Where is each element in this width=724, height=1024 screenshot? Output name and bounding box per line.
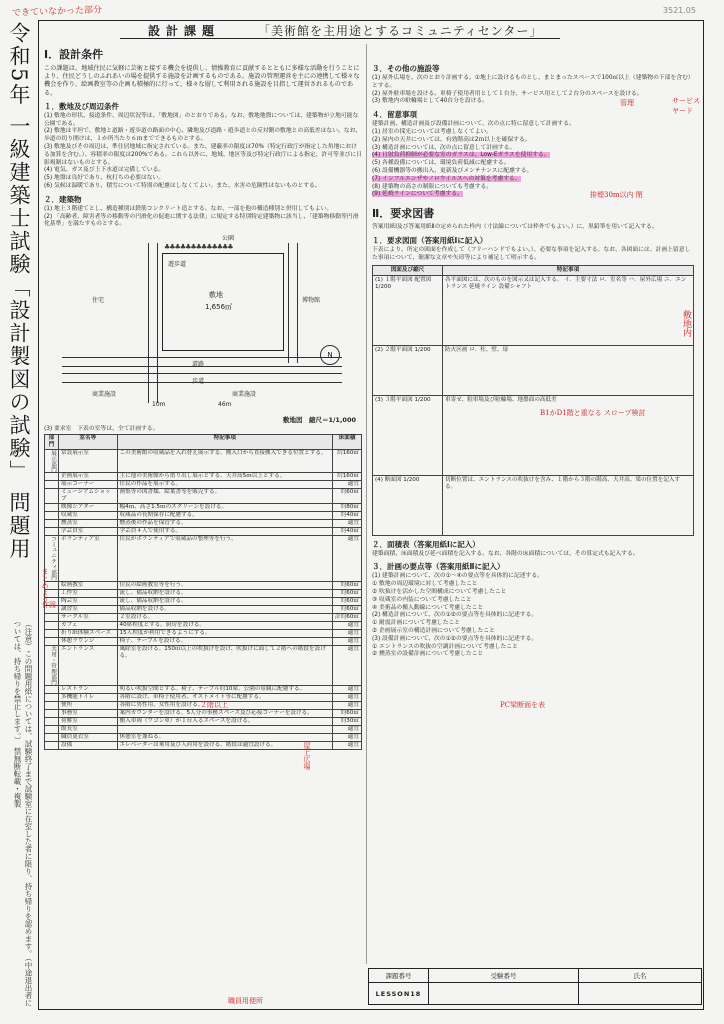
sub3-item: ② 燻蒸室の設備計画について考慮したこと xyxy=(372,651,484,658)
footer-col3: 氏名 xyxy=(579,969,702,983)
park-label: 公園 xyxy=(222,235,235,243)
req-row xyxy=(45,710,362,718)
req-note: 住民の絵画教室等を行う。 xyxy=(117,582,333,590)
handwritten-annotation: サービス ヤード xyxy=(672,97,700,115)
commercial-label-left: 商業施設 xyxy=(92,391,117,399)
req-note: 学芸員４人で使用する。 xyxy=(117,528,333,536)
req-note: 住民の作品を展示する。 xyxy=(117,481,333,489)
req-room-name: レストラン xyxy=(59,686,118,694)
sub1-item: (5) 地盤は良好であり、杭打ちの必要はない。 xyxy=(44,175,165,182)
req-row xyxy=(45,646,362,686)
req-dept xyxy=(45,742,59,750)
req-note: 明るい吹抜空間とする。椅子、テーブル約10席。公園の景観に配慮する。 xyxy=(117,686,333,694)
section2-sub2: ２．面積表（答案用紙Ⅰに記入） xyxy=(372,539,480,549)
req-room-name: ボランティア室 xyxy=(59,536,118,582)
name-field[interactable] xyxy=(579,983,702,1005)
req-dept xyxy=(45,694,59,702)
req-dept: 展示部門 xyxy=(45,449,59,472)
sub3-item: ② 吹抜けを活かした空間構成について考慮したこと xyxy=(372,588,507,595)
sub3-item: ③ 収蔵室の内装について考慮したこと xyxy=(372,596,472,603)
req-area: 約60㎡ xyxy=(333,590,362,598)
req-area: 計約60㎡ xyxy=(333,614,362,622)
req-row xyxy=(45,520,362,528)
req-area: 約160㎡ xyxy=(333,473,362,481)
section4-item: (6) 設備機器等の搬出入、更新及びメンテナンスに配慮する。 xyxy=(372,167,533,174)
req-dept: 共用・管理部門 xyxy=(45,646,59,686)
req-note: 案内カウンターを設ける。5人分の事務スペース及び応接コーナーを設ける。 xyxy=(117,710,333,718)
section2-intro: 答案用紙Ⅰ及び答案用紙Ⅱの定められた枠内（寸法線については枠外でもよい。）に、黒鉛筆を用いて記入する。 xyxy=(372,224,658,231)
sub2-item: (1) 地上３階建てとし、構造種別は鉄筋コンクリート造とする。なお、一部を他の構造種別と併用してもよい。 xyxy=(44,205,333,212)
req-note: 各階に設け、車椅子使用者、オストメイト等に配慮する。 xyxy=(117,694,333,702)
req-area: 適宜 xyxy=(333,726,362,734)
req-row xyxy=(45,598,362,606)
req-dept xyxy=(45,504,59,512)
req-room-name: カフェ xyxy=(59,622,118,630)
req-room-name: 展示コーナー xyxy=(59,481,118,489)
req-room-name: 陶芸室 xyxy=(59,598,118,606)
handwritten-annotation: まとめよう xyxy=(41,568,49,603)
handwritten-annotation: 敷地内 xyxy=(681,310,691,337)
req-row xyxy=(45,512,362,520)
sub3-item: (2) 構造計画について、次の①②の要点等を具体的に記述する。 xyxy=(372,612,538,619)
req-room-name: ミュージアムショップ xyxy=(59,489,118,504)
req-room-name: 事務室 xyxy=(59,710,118,718)
req-area: 適宜 xyxy=(333,694,362,702)
section1-sub1-heading: １．敷地及び周辺条件 xyxy=(44,101,119,111)
section4-item-text: (7) インフルエンザやノロウイルスへの対策を考慮する。 xyxy=(372,175,521,182)
req-room-name: 職員更衣室 xyxy=(59,734,118,742)
req-note: 画集等の図書類、絵葉書等を販売する。 xyxy=(117,489,333,504)
req-room-name: 荷解室 xyxy=(59,718,118,726)
req-dept xyxy=(45,512,59,520)
left-column xyxy=(44,44,362,750)
draw-note: 各平面図には、次のものを図示又は記入する。 イ．主要寸法 ロ．室名等 ハ．屋外広場 ニ．エントランス 延焼ライン 設備シャフト xyxy=(443,275,694,345)
section4-item: (1) 居室の採光については考慮しなくてよい。 xyxy=(372,128,493,135)
req-room-name: 館長室 xyxy=(59,726,118,734)
lesson-number: LESSON18 xyxy=(369,983,429,1005)
sub3-item: ① エントランスの吹抜の空調計画について考慮したこと xyxy=(372,643,518,650)
footer-col2: 受験番号 xyxy=(429,969,579,983)
req-row xyxy=(45,630,362,638)
section2-sub1: １．要求図面（答案用紙Ⅰに記入） xyxy=(372,235,488,245)
req-row xyxy=(45,528,362,536)
draw-name: (3) ３階平面図 1/200 xyxy=(373,395,443,475)
req-dept xyxy=(45,726,59,734)
section3-item: (1) 屋外広場を、次のとおり計画する。①地上に設けるものとし、まとまったスペースで100㎡以上（建築物の下部を含む）とする。 xyxy=(372,75,694,89)
req-row xyxy=(45,734,362,742)
req-note xyxy=(117,726,333,734)
draw-row xyxy=(373,275,694,345)
req-area: 約60㎡ xyxy=(333,598,362,606)
req-note: 収蔵品の長期保存に配慮する。 xyxy=(117,512,333,520)
section4-item-text: (4) 日射負荷抑制が必要な室のガラスは、Low-Eガラスを使用する。 xyxy=(372,152,550,159)
sub3-item: (1) 建築計画について、次の①〜④の要点等を具体的に記述する。 xyxy=(372,573,543,580)
section2-sub3: ３．計画の要点等（答案用紙Ⅱに記入） xyxy=(372,562,505,572)
req-row xyxy=(45,726,362,734)
req-dept xyxy=(45,481,59,489)
handwritten-annotation: 作図 xyxy=(42,601,56,609)
site-map xyxy=(52,233,352,413)
req-room-name: 収蔵室 xyxy=(59,512,118,520)
drawing-table xyxy=(372,265,694,536)
req-dept: コミュニティ部門 xyxy=(45,536,59,582)
req-row xyxy=(45,582,362,590)
req-area: 適宜 xyxy=(333,686,362,694)
section4-item-text: (9) 延焼ラインについて考慮する。 xyxy=(372,191,463,198)
req-note: 40席程度とする。厨房を設ける。 xyxy=(117,622,333,630)
req-dept xyxy=(45,489,59,504)
req-dept xyxy=(45,473,59,481)
req-dept xyxy=(45,520,59,528)
handwritten-annotation: ２階以上 xyxy=(200,701,228,709)
handwritten-annotation: 職員用便所 xyxy=(228,997,263,1005)
museum-label: 博物館 xyxy=(302,297,321,305)
req-note: 15人程度が利用できるようにする。 xyxy=(117,630,333,638)
site-area: 1,656㎡ xyxy=(205,303,233,312)
req-room-name: 折り紙体験スペース xyxy=(59,630,118,638)
req-room-name: 講習室 xyxy=(59,606,118,614)
req-area: 適宜 xyxy=(333,481,362,489)
req-row xyxy=(45,718,362,726)
sub3-item: ① 敷地の周辺環境に対して考慮したこと xyxy=(372,581,478,588)
sub1-item: (3) 敷地及びその周辺は、準住居地域に指定されている。また、建蔽率の限度は70%（特定行政庁が指定した角地における加算を含む。）、容積率の限度は200%である。これら以外に、地域、地区等及び特定行政庁による指定、許可等並びに日影規制はないものとする。 xyxy=(44,144,363,166)
exam-number-field[interactable] xyxy=(429,983,579,1005)
req-row xyxy=(45,489,362,504)
section2-sub1-text: 下表により、所定の図面を作成して（フリーハンドでもよい。）、必要な事項を記入する。なお、各図面には、計画上留意した事項について、簡潔な文章や矢印等により補足して明示する。 xyxy=(372,246,691,261)
header-rule xyxy=(120,38,560,39)
section3-item: (2) 屋外駐車場を設ける。車椅子使用者用として１台分、サービス用として２台分のスペースを設ける。 xyxy=(372,90,643,97)
req-row xyxy=(45,481,362,489)
dimension-10m: 10m xyxy=(152,401,166,409)
req-note: 住民がボランティアで収蔵品の整理等を行う。 xyxy=(117,536,333,582)
req-note: 椅子、テーブルを設ける。 xyxy=(117,638,333,646)
req-row xyxy=(45,614,362,622)
req-row xyxy=(45,473,362,481)
req-note: エレベーターは乗用及び人荷用を設ける。階段は適宜設ける。 xyxy=(117,742,333,750)
req-row xyxy=(45,622,362,630)
sub3-item: (3) 設備計画について、次の①②の要点等を具体的に記述する。 xyxy=(372,635,538,642)
req-area: 適宜 xyxy=(333,734,362,742)
section4-item xyxy=(372,191,694,199)
req-row xyxy=(45,638,362,646)
req-area: 適宜 xyxy=(333,630,362,638)
req-table-caption: (3) 要求室 下表の室等は、全て計画する。 xyxy=(44,426,159,433)
req-dept xyxy=(45,710,59,718)
section3-item: (3) 敷地内の駐輪場として40台分を設ける。 xyxy=(372,98,488,105)
req-room-name: 多機能トイレ xyxy=(59,694,118,702)
draw-name: (2) ２階平面図 1/200 xyxy=(373,345,443,395)
section1-intro: この課題は、地域住民に気軽に芸術と接する機会を提供し、情操教育に貢献するとともに多様な活動を行うことにより、住民どうしのふれあいの場を提供する施設を計画するものである。施設の管理運営を主にの連携して様々な機会を作り、絵画教室等の企画も積極的に行って、様々な層して利用される施設を目指して運営されるものである。 xyxy=(44,65,360,97)
req-dept xyxy=(45,528,59,536)
req-dept xyxy=(45,614,59,622)
req-row xyxy=(45,742,362,750)
draw-row xyxy=(373,475,694,535)
house-label: 住宅 xyxy=(92,297,105,305)
req-room-name: 工作室 xyxy=(59,590,118,598)
section2-sub2-text: 建築面積、床面積及び延べ面積を記入する。なお、各階の床面積については、その算定式も記入する。 xyxy=(372,550,639,557)
footer-col1: 課題番号 xyxy=(369,969,429,983)
handwritten-annotation: 屋上広場 xyxy=(303,742,311,770)
req-dept xyxy=(45,718,59,726)
draw-note: 防火区画 ロ．柱、壁、扉 xyxy=(443,345,694,395)
req-header: 部門 xyxy=(45,434,59,449)
section1-sub2-heading: ２．建築物 xyxy=(44,194,82,204)
walkway-label: 歩道 xyxy=(192,378,205,386)
header-label: 設計課題 xyxy=(148,24,221,38)
req-dept xyxy=(45,734,59,742)
req-room-name: サークル室 xyxy=(59,614,118,622)
req-header: 室名等 xyxy=(59,434,118,449)
req-room-name: 学芸員室 xyxy=(59,528,118,536)
req-dept xyxy=(45,702,59,710)
req-area: 約60㎡ xyxy=(333,489,362,504)
req-note: 各階に男性用、女性用を設ける。 xyxy=(117,702,333,710)
north-arrow-icon: N xyxy=(320,345,340,365)
section3-heading: ３．その他の施設等 xyxy=(372,64,440,73)
draw-header: 図面及び縮尺 xyxy=(373,265,443,275)
req-row xyxy=(45,504,362,512)
req-room-name: エントランス xyxy=(59,646,118,686)
answer-id-box xyxy=(368,968,702,1008)
vertical-notice: （注意）この問題用紙については、試験終了まで試験室に在室した者に限り、持ち帰りを認めます。（中途退出者については、持ち帰りを禁止します。） 禁無断転載・複製 xyxy=(13,620,33,1007)
draw-note: 車寄せ、駐車場及び駐輪場、地盤面の高低差 xyxy=(443,395,694,475)
req-note: 休憩室を兼ねる。 xyxy=(117,734,333,742)
req-dept xyxy=(45,686,59,694)
section1-heading: Ⅰ．設計条件 xyxy=(44,48,104,61)
draw-name: (1) １階平面図 配置図 1/200 xyxy=(373,275,443,345)
commercial-label-right: 商業施設 xyxy=(232,391,257,399)
handwritten-annotation: 管理 xyxy=(620,99,634,107)
req-room-name: 映像シアター xyxy=(59,504,118,512)
req-note: 幅4ｍ、高さ1.5ｍのスクリーンを設ける。 xyxy=(117,504,333,512)
req-dept xyxy=(45,622,59,630)
req-note: 流し、備品収納を設ける。 xyxy=(117,590,333,598)
site-boundary xyxy=(162,253,284,351)
req-area: 適宜 xyxy=(333,536,362,582)
req-note: 風除室を設ける。150㎡以上の吹抜けを設け、吹抜けに面して２階への階段を設ける。 xyxy=(117,646,333,686)
road-top-label: 遊歩道 xyxy=(168,261,187,269)
req-area: 約60㎡ xyxy=(333,582,362,590)
req-area: 約80㎡ xyxy=(333,504,362,512)
req-note: 備品収納を設ける。 xyxy=(117,606,333,614)
req-note: 主に他の美術館から借り出し展示とする。天井高5ｍ以上とする。 xyxy=(117,473,333,481)
req-row xyxy=(45,590,362,598)
req-area: 約40㎡ xyxy=(333,528,362,536)
req-note: この美術館の収蔵品を入れ替え展示する。搬入口から直接搬入できる位置とする。 xyxy=(117,449,333,472)
req-area: 約40㎡ xyxy=(333,512,362,520)
map-caption: 敷地図 縮尺＝1/1,000 xyxy=(283,416,356,425)
handwritten-annotation: 排煙30m以内 閉 xyxy=(590,191,643,199)
req-dept xyxy=(45,630,59,638)
draw-header: 特記事項 xyxy=(443,265,694,275)
req-row xyxy=(45,606,362,614)
stamp-number: 3521.05 xyxy=(662,6,696,15)
req-row xyxy=(45,449,362,472)
req-area: 約60㎡ xyxy=(333,606,362,614)
section4-heading: ４．留意事項 xyxy=(372,110,417,120)
corner-handwritten-note: できていなかった部分 xyxy=(11,5,103,19)
dimension-46m: 46m xyxy=(218,401,232,409)
handwritten-annotation: PC梁断面を表 xyxy=(500,701,546,709)
sub2-item: (2) 「高齢者、障害者等の移動等の円滑化の促進に関する法律」に規定する特別特定建築物に該当し、「建築物移動等円滑化基準」を満たすものとする。 xyxy=(44,213,359,228)
draw-row xyxy=(373,345,694,395)
section4-item: (8) 建築物の高さの制限についても考慮する。 xyxy=(372,183,493,190)
section4-item xyxy=(372,152,694,160)
section4-intro: 建築計画、構造計画及び設備計画について、次の点に特に留意して計画する。 xyxy=(372,121,575,128)
sub1-item: (6) 気候は温暖であり、積雪について特別の配慮はしなくてよい。また、水害の危険性はないものとする。 xyxy=(44,182,321,189)
req-note: 燻蒸後の作品を保管する。 xyxy=(117,520,333,528)
req-room-name: 常設展示室 xyxy=(59,449,118,472)
sub1-item: (2) 敷地は平坦で、敷地と道路・遊歩道の路面の中心、隣地及び道路・遊歩道との反対側の敷地との高低差はない。なお、歩道の切り開けは、１か所当たり６ｍまでできるものとする。 xyxy=(44,128,362,143)
req-note: ２室設ける。 xyxy=(117,614,333,622)
req-area: 約160㎡ xyxy=(333,449,362,472)
req-area: 適宜 xyxy=(333,646,362,686)
req-room-name: 休憩ラウンジ xyxy=(59,638,118,646)
road-bottom-label: 道路 xyxy=(192,361,205,369)
req-room-name: 絵画教室 xyxy=(59,582,118,590)
right-column xyxy=(372,60,694,659)
req-area: 約60㎡ xyxy=(333,710,362,718)
req-row xyxy=(45,536,362,582)
sub3-item: ④ 美術品の搬入動線について考慮したこと xyxy=(372,604,484,611)
req-header: 特記事項 xyxy=(117,434,333,449)
req-room-name: 燻蒸室 xyxy=(59,520,118,528)
req-room-name: 企画展示室 xyxy=(59,473,118,481)
walkway-right xyxy=(288,243,298,363)
vertical-title: 令和5年 一級建築士試験「設計製図の試験」 問題用 xyxy=(7,22,31,561)
section4-item: (5) 各種設備については、環境負荷低減に配慮する。 xyxy=(372,160,510,167)
req-area: 適宜 xyxy=(333,742,362,750)
req-row xyxy=(45,686,362,694)
req-area: 適宜 xyxy=(333,702,362,710)
header-subject: 「美術館を主用途とするコミュニティセンター」 xyxy=(258,24,543,38)
section4-item xyxy=(372,176,694,184)
req-note: 流し、備品収納を設ける。 xyxy=(117,598,333,606)
handwritten-annotation: B1かD1階と重なる スロープ検討 xyxy=(540,409,646,417)
draw-name: (4) 断面図 1/200 xyxy=(373,475,443,535)
req-room-name: 設備 xyxy=(59,742,118,750)
site-label: 敷地 xyxy=(209,291,223,300)
sub3-item: ② 企画展示室の構造計画について考慮したこと xyxy=(372,627,495,634)
tree-row: ♣♣♣♣♣♣♣♣♣♣♣♣♣ xyxy=(164,243,233,252)
req-note: 搬入車両（ワゴン車）が１台入るスペースを設ける。 xyxy=(117,718,333,726)
req-area: 適宜 xyxy=(333,520,362,528)
req-room-name: 便所 xyxy=(59,702,118,710)
footer-table xyxy=(368,968,702,1005)
req-area: 適宜 xyxy=(333,622,362,630)
sub1-item: (1) 敷地の形状、接道条件、周辺状況等は、「敷地図」のとおりである。なお、敷地地盤については、建築物が立地可能な公園である。 xyxy=(44,112,359,127)
section4-item: (3) 構造計画については、次の点に留意して計画する。 xyxy=(372,144,516,151)
req-area: 適宜 xyxy=(333,638,362,646)
draw-note: 切断位置は、エントランスの吹抜けを含み、１階から３階の階高、天井高、梁の位置を記入する。 xyxy=(443,475,694,535)
req-dept xyxy=(45,638,59,646)
section4-item: (2) 屋内の天井については、有効階高は2ｍ以上を確保する。 xyxy=(372,136,531,143)
req-area: 約30㎡ xyxy=(333,718,362,726)
sub1-item: (4) 電気、ガス及び上下水道は完備している。 xyxy=(44,167,165,174)
req-header: 床面積 xyxy=(333,434,362,449)
sub3-item: ① 耐震計画について考慮したこと xyxy=(372,620,461,627)
column-divider xyxy=(366,44,367,964)
section2-heading: Ⅱ．要求図書 xyxy=(372,207,435,221)
